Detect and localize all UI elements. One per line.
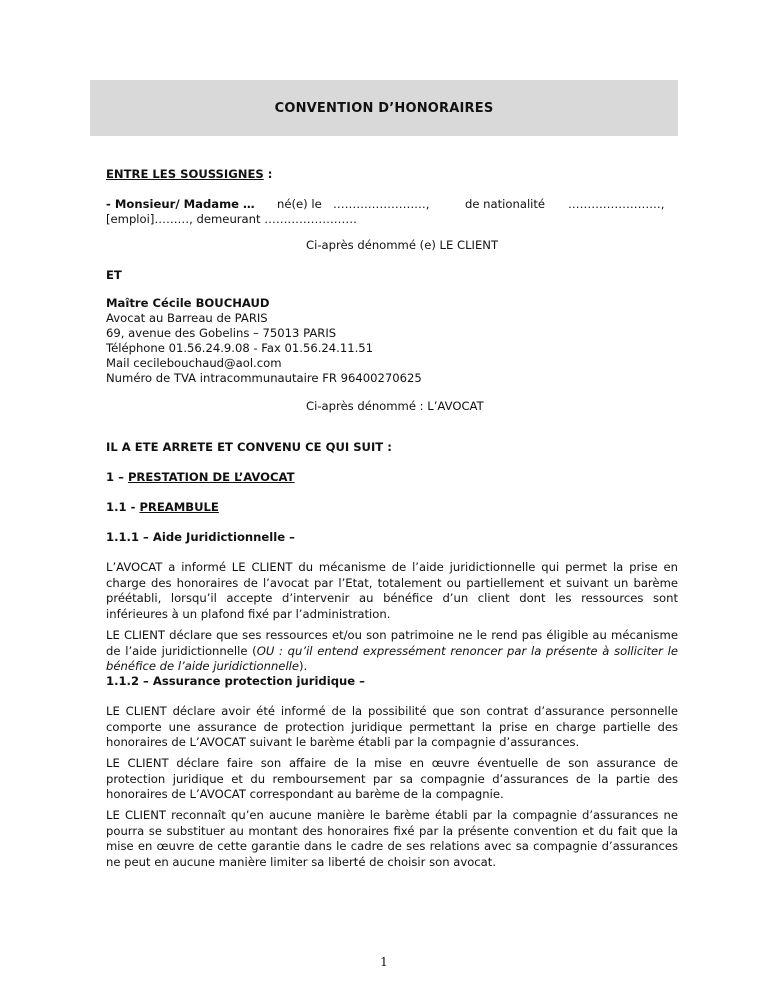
lawyer-name: Maître Cécile BOUCHAUD (106, 296, 270, 310)
lawyer-line-3: Téléphone 01.56.24.9.08 - Fax 01.56.24.11.51 (106, 341, 374, 355)
paragraph-eligibility: LE CLIENT déclare que ses ressources et/ou son patrimoine ne le rend pas éligible au mécanisme de l’aide juridictionnelle (OU : qu’il entend expressément renoncer par la présente à solliciter le bénéfice de l’aide juridictionnelle). (106, 628, 678, 673)
paragraph-insurance-info: LE CLIENT déclare avoir été informé de la possibilité que son contrat d’assurance personnelle comporte une assurance de protection juridique permettant la prise en charge partielle des honoraires de L’AVOCAT suivant le barème établi par la compagnie d’assurances. (106, 704, 678, 749)
paragraph-insurance-claim: LE CLIENT déclare faire son affaire de la mise en œuvre éventuelle de son assurance de protection juridique et du remboursement par sa compagnie d’assurances de la partie des honoraires de L’AVOCAT correspondant au barème de la compagnie. (106, 756, 678, 801)
client-designation: Ci-après dénommé (e) LE CLIENT (306, 238, 499, 252)
title-banner (90, 80, 678, 136)
agreed-heading: IL A ETE ARRETE ET CONVENU CE QUI SUIT : (106, 440, 392, 454)
section-1-1-2-heading: 1.1.2 – Assurance protection juridique – (106, 674, 365, 688)
lawyer-email: Mail cecilebouchaud@aol.com (106, 356, 282, 370)
section-1-heading: 1 – PRESTATION DE L’AVOCAT (106, 470, 295, 484)
lawyer-line-2: 69, avenue des Gobelins – 75013 PARIS (106, 326, 337, 340)
section-1-1-heading: 1.1 - PREAMBULE (106, 500, 219, 514)
paragraph-legal-aid: L’AVOCAT a informé LE CLIENT du mécanisme de l’aide juridictionnelle qui permet la prise en charge des honoraires de l’avocat par l’Etat, totalement ou partiellement et suivant un barème préétabli, lorsqu’il accepte d’intervenir au bénéfice d’un client dont les ressources sont inférieures à un plafond fixé par l’administration. (106, 560, 678, 621)
page-number: 1 (380, 955, 388, 969)
born-value: ……………………, (333, 197, 430, 211)
paragraph-insurance-limits: LE CLIENT reconnaît qu’en aucune manière le barème établi par la compagnie d’assurances ne pourra se substituer au montant des honoraires fixé par la présente convention et du fait que la mise en œuvre de cette garantie dans le cadre de ses relations avec sa compagnie d’assurances ne peut en aucune manière limiter sa liberté de choisir son avocat. (106, 808, 678, 869)
client-prefix: - Monsieur/ Madame … (106, 197, 255, 211)
et-label: ET (106, 268, 122, 282)
section-1-1-1-heading: 1.1.1 – Aide Juridictionnelle – (106, 530, 295, 544)
client-line-2: [emploi]………, demeurant …………………… (106, 212, 357, 226)
document-title: CONVENTION D’HONORAIRES (274, 100, 494, 116)
nationality-label: de nationalité (465, 197, 546, 211)
lawyer-line-1: Avocat au Barreau de PARIS (106, 311, 268, 325)
lawyer-designation: Ci-après dénommé : L’AVOCAT (306, 399, 484, 413)
born-label: né(e) le (277, 197, 322, 211)
nationality-value: ……………………, (568, 197, 665, 211)
lawyer-vat: Numéro de TVA intracommunautaire FR 96400270625 (106, 371, 422, 385)
parties-heading: ENTRE LES SOUSSIGNES : (106, 167, 273, 181)
